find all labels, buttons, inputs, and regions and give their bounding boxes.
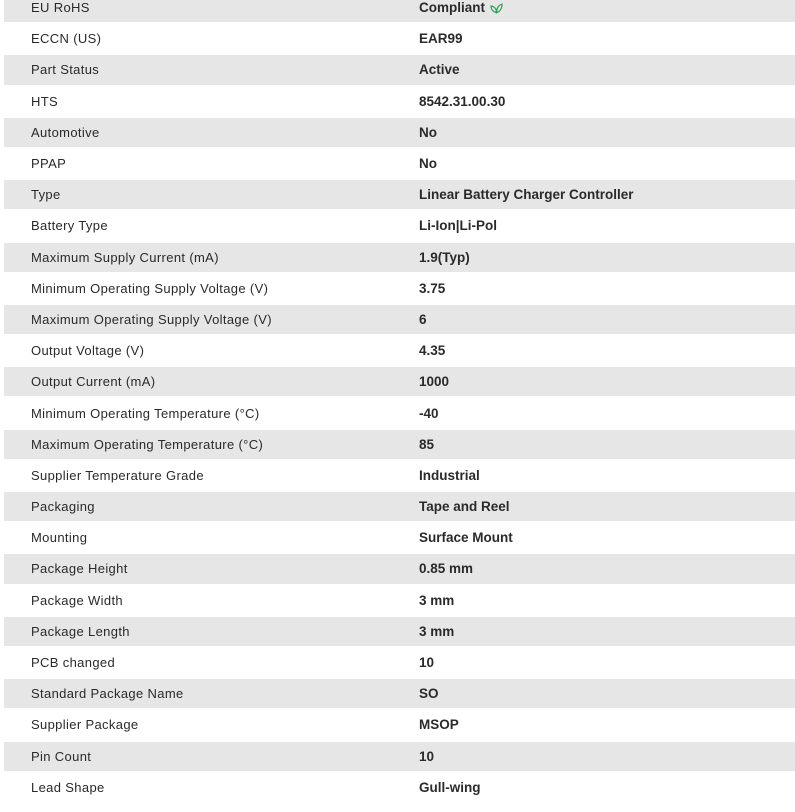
- spec-row-packaging: [4, 492, 795, 523]
- spec-value: MSOP: [419, 717, 459, 733]
- spec-row-mounting: [4, 523, 795, 554]
- spec-row-package-height: [4, 554, 795, 585]
- spec-row-battery-type: [4, 211, 795, 242]
- spec-label: Type: [31, 187, 61, 203]
- spec-value: SO: [419, 686, 439, 702]
- spec-label: Supplier Package: [31, 717, 139, 733]
- spec-row-standard-package-name: [4, 679, 795, 710]
- spec-value: EAR99: [419, 31, 463, 47]
- spec-label: Part Status: [31, 62, 100, 78]
- spec-row-part-status: [4, 55, 795, 86]
- spec-row-output-current: [4, 367, 795, 398]
- spec-value: 6: [419, 311, 427, 327]
- spec-label: Output Voltage (V): [31, 343, 145, 359]
- spec-value: 1000: [419, 374, 450, 390]
- spec-label: Pin Count: [31, 748, 92, 764]
- spec-value: 3 mm: [419, 592, 455, 608]
- spec-label: Lead Shape: [31, 779, 105, 795]
- spec-row-eccn: [4, 24, 795, 55]
- spec-label: Battery Type: [31, 218, 108, 234]
- spec-row-lead-shape: [4, 773, 795, 804]
- spec-value: Surface Mount: [419, 530, 513, 546]
- spec-value: 8542.31.00.30: [419, 93, 506, 109]
- spec-value: 4.35: [419, 343, 446, 359]
- spec-value: 10: [419, 655, 435, 671]
- spec-label: Minimum Operating Supply Voltage (V): [31, 280, 269, 296]
- spec-value: -40: [419, 405, 439, 421]
- spec-label: EU RoHS: [31, 0, 90, 16]
- spec-value: 0.85 mm: [419, 561, 474, 577]
- spec-row-max-temperature: [4, 430, 795, 461]
- spec-value: Li-Ion|Li-Pol: [419, 218, 498, 234]
- spec-value: Gull-wing: [419, 779, 481, 795]
- spec-label: PPAP: [31, 156, 67, 172]
- spec-value: 10: [419, 748, 435, 764]
- spec-row-hts: [4, 87, 795, 118]
- spec-value-cell: [419, 0, 795, 15]
- spec-label: Maximum Supply Current (mA): [31, 249, 219, 265]
- spec-row-type: [4, 180, 795, 211]
- leaf-icon: [490, 2, 503, 14]
- spec-row-max-supply-current: [4, 243, 795, 274]
- spec-row-ppap: [4, 149, 795, 180]
- spec-row-package-length: [4, 617, 795, 648]
- spec-label: ECCN (US): [31, 31, 102, 47]
- spec-value: Compliant: [419, 0, 485, 16]
- spec-row-temperature-grade: [4, 461, 795, 492]
- spec-label: Package Width: [31, 592, 123, 608]
- spec-label: Packaging: [31, 499, 95, 515]
- spec-row-eu-rohs: [4, 0, 795, 24]
- spec-label: Standard Package Name: [31, 686, 184, 702]
- spec-row-max-supply-voltage: [4, 305, 795, 336]
- spec-row-min-supply-voltage: [4, 274, 795, 305]
- spec-label: Package Length: [31, 623, 130, 639]
- spec-label: Maximum Operating Supply Voltage (V): [31, 311, 272, 327]
- spec-label: HTS: [31, 93, 59, 109]
- spec-row-pcb-changed: [4, 648, 795, 679]
- spec-row-min-temperature: [4, 398, 795, 429]
- spec-value: Active: [419, 62, 460, 78]
- spec-value: Linear Battery Charger Controller: [419, 187, 634, 203]
- spec-value: 3.75: [419, 280, 446, 296]
- spec-row-output-voltage: [4, 336, 795, 367]
- spec-value: 3 mm: [419, 623, 455, 639]
- spec-label: Minimum Operating Temperature (°C): [31, 405, 260, 421]
- spec-value: No: [419, 156, 437, 172]
- spec-value: 1.9(Typ): [419, 249, 470, 265]
- spec-label: PCB changed: [31, 655, 116, 671]
- specifications-table: [4, 0, 795, 804]
- spec-value: Industrial: [419, 467, 480, 483]
- spec-label: Maximum Operating Temperature (°C): [31, 436, 264, 452]
- spec-value: Tape and Reel: [419, 499, 510, 515]
- spec-label: Output Current (mA): [31, 374, 156, 390]
- spec-row-pin-count: [4, 742, 795, 773]
- spec-value: No: [419, 124, 437, 140]
- spec-row-supplier-package: [4, 710, 795, 741]
- spec-label: Mounting: [31, 530, 88, 546]
- spec-label: Automotive: [31, 124, 100, 140]
- spec-row-automotive: [4, 118, 795, 149]
- spec-label: Supplier Temperature Grade: [31, 467, 204, 483]
- spec-label: Package Height: [31, 561, 128, 577]
- spec-value: 85: [419, 436, 435, 452]
- spec-row-package-width: [4, 586, 795, 617]
